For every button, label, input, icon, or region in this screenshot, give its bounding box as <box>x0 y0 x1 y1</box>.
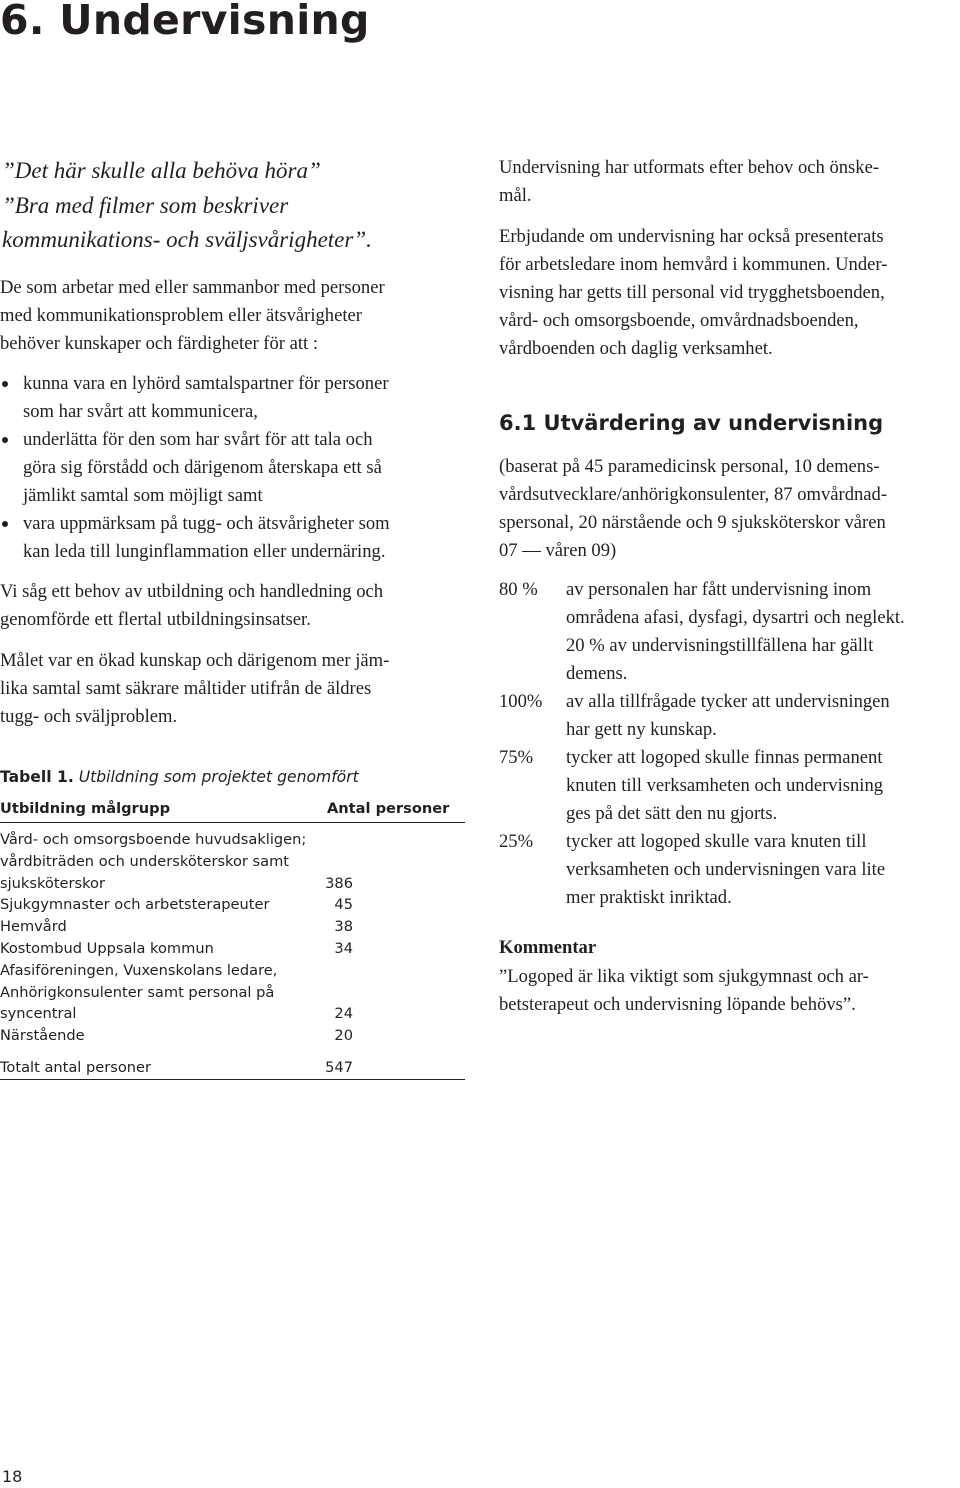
bullet-item <box>0 426 470 510</box>
table-row <box>0 894 465 916</box>
text-line: göra sig förstådd och därigenom återskapa ett så <box>23 457 382 478</box>
text-line: vårdsutvecklare/anhörigkonsulenter, 87 omvårdnad- <box>499 484 888 505</box>
table-row <box>0 960 465 1025</box>
result-item <box>499 744 960 828</box>
text-line: för arbetsledare inom hemvård i kommunen. Under- <box>499 254 888 275</box>
page-number: 18 <box>2 1467 23 1486</box>
table-cell-count: 45 <box>334 896 353 914</box>
text-line: spersonal, 20 närstående och 9 sjuksköterskor våren <box>499 512 886 533</box>
bullet-item <box>0 370 470 426</box>
table-caption <box>0 766 359 788</box>
table-cell-count: 386 <box>325 874 353 892</box>
table-caption-label: Tabell 1. <box>0 768 74 786</box>
bullet-item <box>0 510 470 566</box>
text-line: De som arbetar med eller sammanbor med personer <box>0 277 385 298</box>
table-cell-line: sjuksköterskor <box>0 874 105 892</box>
text-line: 07 — våren 09) <box>499 540 617 561</box>
goal-paragraph <box>0 647 470 731</box>
text-line: vårdboenden och daglig verksamhet. <box>499 338 773 359</box>
column-header-count: Antal personer <box>327 800 450 817</box>
table-row <box>0 938 465 960</box>
table-cell-line: Anhörigkonsulenter samt personal på <box>0 983 275 1001</box>
quote-line: ”Bra med filmer som beskriver <box>2 192 289 218</box>
evaluation-basis <box>499 453 960 565</box>
result-percentage: 75% <box>499 747 534 768</box>
text-line: Undervisning har utformats efter behov och önske- <box>499 157 880 178</box>
table-cell-line: Kostombud Uppsala kommun <box>0 939 214 957</box>
text-line: har gett ny kunskap. <box>566 719 717 740</box>
table-cell-line: syncentral <box>0 1005 77 1023</box>
result-item <box>499 828 960 912</box>
need-paragraph <box>0 578 470 634</box>
table-header-rule <box>0 822 465 823</box>
text-line: verksamheten och undervisningen vara lite <box>566 859 886 880</box>
table-cell-count: 24 <box>334 1005 353 1023</box>
table-cell-line: Hemvård <box>0 918 67 936</box>
table-total-value: 547 <box>325 1058 353 1076</box>
text-line: Målet var en ökad kunskap och därigenom mer jäm- <box>0 650 390 671</box>
text-line: vård- och omsorgsboende, omvårdnadsboenden, <box>499 310 859 331</box>
text-line: kunna vara en lyhörd samtalspartner för personer <box>23 373 389 394</box>
text-line: Vi såg ett behov av utbildning och handledning och <box>0 581 384 602</box>
chapter-title: 6. Undervisning <box>0 0 370 44</box>
skills-bullet-list <box>0 370 470 566</box>
text-line: 20 % av undervisningstillfällena har gällt <box>566 635 874 656</box>
table-cell-line: Afasiföreningen, Vuxenskolans ledare, <box>0 961 278 979</box>
table-cell-line: Vård- och omsorgsboende huvudsakligen; <box>0 831 307 848</box>
text-line: lika samtal samt säkrare måltider utifrån de äldres <box>0 678 372 699</box>
quote-line: ”Det här skulle alla behöva höra” <box>2 158 321 183</box>
text-line: områdena afasi, dysfagi, dysartri och neglekt. <box>566 607 905 628</box>
text-line: med kommunikationsproblem eller ätsvårigheter <box>0 305 362 326</box>
right-paragraph-offering <box>499 223 960 363</box>
result-percentage: 80 % <box>499 579 538 600</box>
text-line: mål. <box>499 185 532 206</box>
table-row <box>0 829 465 894</box>
table-cell-line: vårdbiträden och undersköterskor samt <box>0 852 290 870</box>
quote-line: kommunikations- och sväljsvårigheter”. <box>2 227 372 252</box>
table-cell-count: 34 <box>334 939 353 957</box>
result-percentage: 25% <box>499 831 534 852</box>
text-line: mer praktiskt inriktad. <box>566 887 732 908</box>
text-line: genomförde ett flertal utbildningsinsatser. <box>0 609 311 630</box>
text-line: betsterapeut och undervisning löpande behövs”. <box>499 994 856 1015</box>
result-item <box>499 688 960 744</box>
text-line: vara uppmärksam på tugg- och ätsvårigheter som <box>23 513 390 534</box>
text-line: (baserat på 45 paramedicinsk personal, 10 demens- <box>499 456 880 477</box>
table-cell-line: Sjukgymnaster och arbetsterapeuter <box>0 896 270 914</box>
column-header-target-group: Utbildning målgrupp <box>0 800 171 817</box>
text-line: tycker att logoped skulle vara knuten till <box>566 831 867 852</box>
training-table <box>0 798 465 1080</box>
text-line: av personalen har fått undervisning inom <box>566 579 872 600</box>
text-line: tycker att logoped skulle finnas permanent <box>566 747 883 768</box>
table-total-row <box>0 1057 465 1079</box>
text-line: demens. <box>566 663 628 684</box>
text-line: som har svårt att kommunicera, <box>23 401 258 422</box>
comment-quote <box>499 963 960 1019</box>
section-heading: 6.1 Utvärdering av undervisning <box>499 411 884 435</box>
comment-heading: Kommentar <box>499 937 597 958</box>
table-cell-line: Närstående <box>0 1027 85 1045</box>
table-footer-rule <box>0 1079 465 1080</box>
right-paragraph-design <box>499 154 960 210</box>
text-line: underlätta för den som har svårt för att tala och <box>23 429 373 450</box>
table-caption-text: Utbildning som projektet genomfört <box>78 768 359 786</box>
table-header-row <box>0 798 465 822</box>
evaluation-results <box>499 576 960 912</box>
text-line: ges på det sätt den nu gjorts. <box>566 803 778 824</box>
result-percentage: 100% <box>499 691 543 712</box>
text-line: Erbjudande om undervisning har också presenterats <box>499 226 884 247</box>
text-line: knuten till verksamheten och undervisning <box>566 775 884 796</box>
text-line: av alla tillfrågade tycker att undervisningen <box>566 691 890 712</box>
intro-paragraph <box>0 274 470 358</box>
table-row <box>0 916 465 938</box>
text-line: visning har getts till personal vid trygghetsboenden, <box>499 282 885 303</box>
text-line: behöver kunskaper och färdigheter för att : <box>0 333 319 354</box>
text-line: jämlikt samtal som möjligt samt <box>23 485 263 506</box>
table-row <box>0 1025 465 1047</box>
result-item <box>499 576 960 688</box>
text-line: tugg- och sväljproblem. <box>0 706 178 727</box>
table-cell-count: 38 <box>334 918 353 936</box>
text-line: ”Logoped är lika viktigt som sjukgymnast och ar- <box>499 966 869 987</box>
table-total-label: Totalt antal personer <box>0 1058 151 1076</box>
table-cell-count: 20 <box>334 1027 353 1045</box>
text-line: kan leda till lunginflammation eller undernäring. <box>23 541 386 562</box>
pull-quote <box>2 154 462 258</box>
